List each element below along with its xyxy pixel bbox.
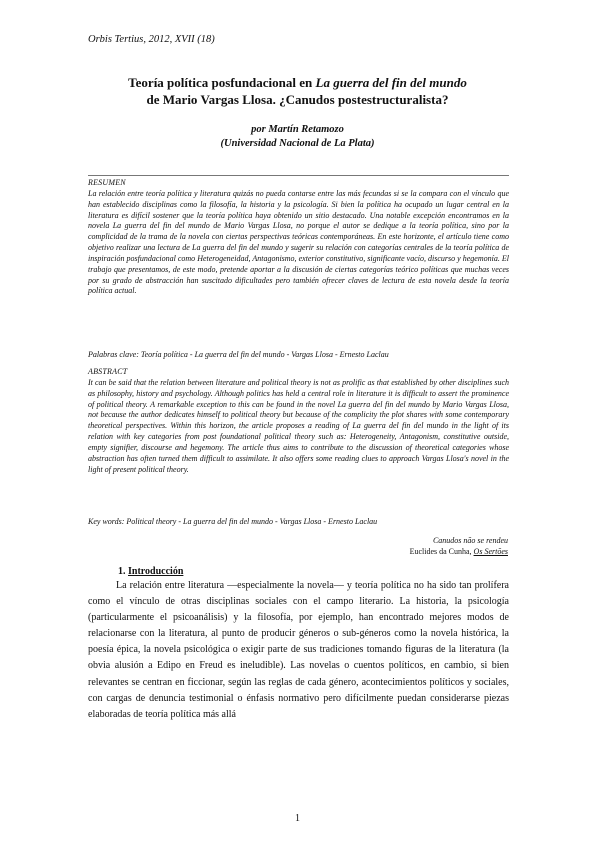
abstract-body: It can be said that the relation between literature and political theory is not as prolific as that established by other disciplines such as philosophy, history and psychology. Although politics has held a central role in literature it is difficult to assert the prominence of political theory. A remarkable exception to this can be found in the novel La guerra del fin del mundo by Mario Vargas Llosa, not because the author dedicates himself to political theory but because of the complicity the plot shares with some contemporary theoretical perspectives. Within this horizon, the article proposes a reading of La guerra del fin del mundo in the light of its relation with key categories from post foundational political theory such as: Heterogeneity, Antagonism, constitutive outside, empty signifier, discourse and hegemony. The article thus aims to contribute to the discussion of theoretical categories whose abstraction has often turned them difficult to assimilate. It also offers some reading clues to approach Vargas Llosa's novel in the light of present political theory.: [88, 377, 509, 474]
epigraph-book-title: Os Sertões: [473, 547, 508, 556]
key-words: Key words: Political theory - La guerra del fin del mundo - Vargas Llosa - Ernesto Laclau: [88, 517, 378, 526]
author-affiliation: (Universidad Nacional de La Plata): [220, 138, 375, 149]
epigraph: [410, 535, 508, 557]
section-heading: [118, 566, 183, 577]
running-head: Orbis Tertius, 2012, XVII (18): [88, 34, 215, 45]
epigraph-quote: Canudos não se rendeu: [432, 536, 508, 545]
section-label: Introducción: [128, 566, 184, 577]
abstract-heading: ABSTRACT: [88, 367, 128, 376]
article-title: [80, 74, 515, 108]
divider-rule: [88, 175, 509, 176]
section-number: 1.: [118, 566, 128, 577]
page-number: 1: [295, 813, 300, 824]
resumen-heading: RESUMEN: [88, 178, 126, 187]
title-novel-name: La guerra del fin del mundo: [315, 75, 467, 90]
author-name: por Martín Retamozo: [251, 124, 344, 135]
title-line1-prefix: Teoría política posfundacional en: [128, 75, 316, 90]
resumen-body: La relación entre teoría política y literatura quizás no pueda contarse entre las más fecundas si se la compara con el vínculo que han establecido disciplinas como la filosofía, la historia y la psicología. Si bien la política ha ocupado un lugar central en la literatura es difícil sostener que la teoría política haya obtenido un sitio destacado. Una notable excepción encontramos en la novela La guerra del fin del mundo de Mario Vargas Llosa, no porque el autor se dedique a la teoría política, sino por la complicidad de la trama de la novela con ciertas perspectivas teóricas contemporáneas. En este horizonte, el artículo tiene como objetivo realizar una lectura de La guerra del fin del mundo y sugerir su relación con categorías centrales de la teoría política de inspiración posfundacional como Heterogeneidad, Antagonismo, exterior constitutivo, significante vacío, discurso y hegemonía. El trabajo que presentamos, de este modo, pretende aportar a la discusión de ciertas categorías teórico políticas que muchas veces por su grado de abstracción han suscitado dificultades pero también ofrecer claves de lectura de esta novela desde la teoría política actual.: [88, 188, 509, 296]
palabras-clave: Palabras clave: Teoría política - La guerra del fin del mundo - Vargas Llosa - Ernesto Laclau: [88, 350, 389, 359]
author-block: [80, 123, 515, 151]
body-paragraph: La relación entre literatura —especialmente la novela— y teoría política no ha sido tan prolífera como el vínculo de otras disciplinas sociales con el campo literario. La historia, la psicología (particularmente el psicoanálisis) y la filosofía, por ejemplo, han encontrado mejores modos de relacionarse con la literatura, al punto de producir géneros o sub-géneros como la novela histórica, la poesía épica, la novela psicológica o exigir parte de sus tradiciones tomando figuras de la literatura (la obvia alusión a Edipo en Freud es ineludible). Las novelas o cuentos políticos, en cambio, si bien relevantes se centran en ficcionar, según las reglas de cada género, acontecimientos políticos y sociales, con cargas de denuncia testimonial o énfasis normativo pero difícilmente puedan considerarse piezas elaboradas de teoría política más allá: [88, 580, 509, 720]
epigraph-author: Euclides da Cunha,: [409, 547, 474, 556]
abstract-block: [88, 367, 509, 475]
resumen-block: [88, 178, 509, 297]
epigraph-attribution: [410, 546, 508, 557]
title-line2: de Mario Vargas Llosa. ¿Canudos postestructuralista?: [146, 92, 449, 107]
